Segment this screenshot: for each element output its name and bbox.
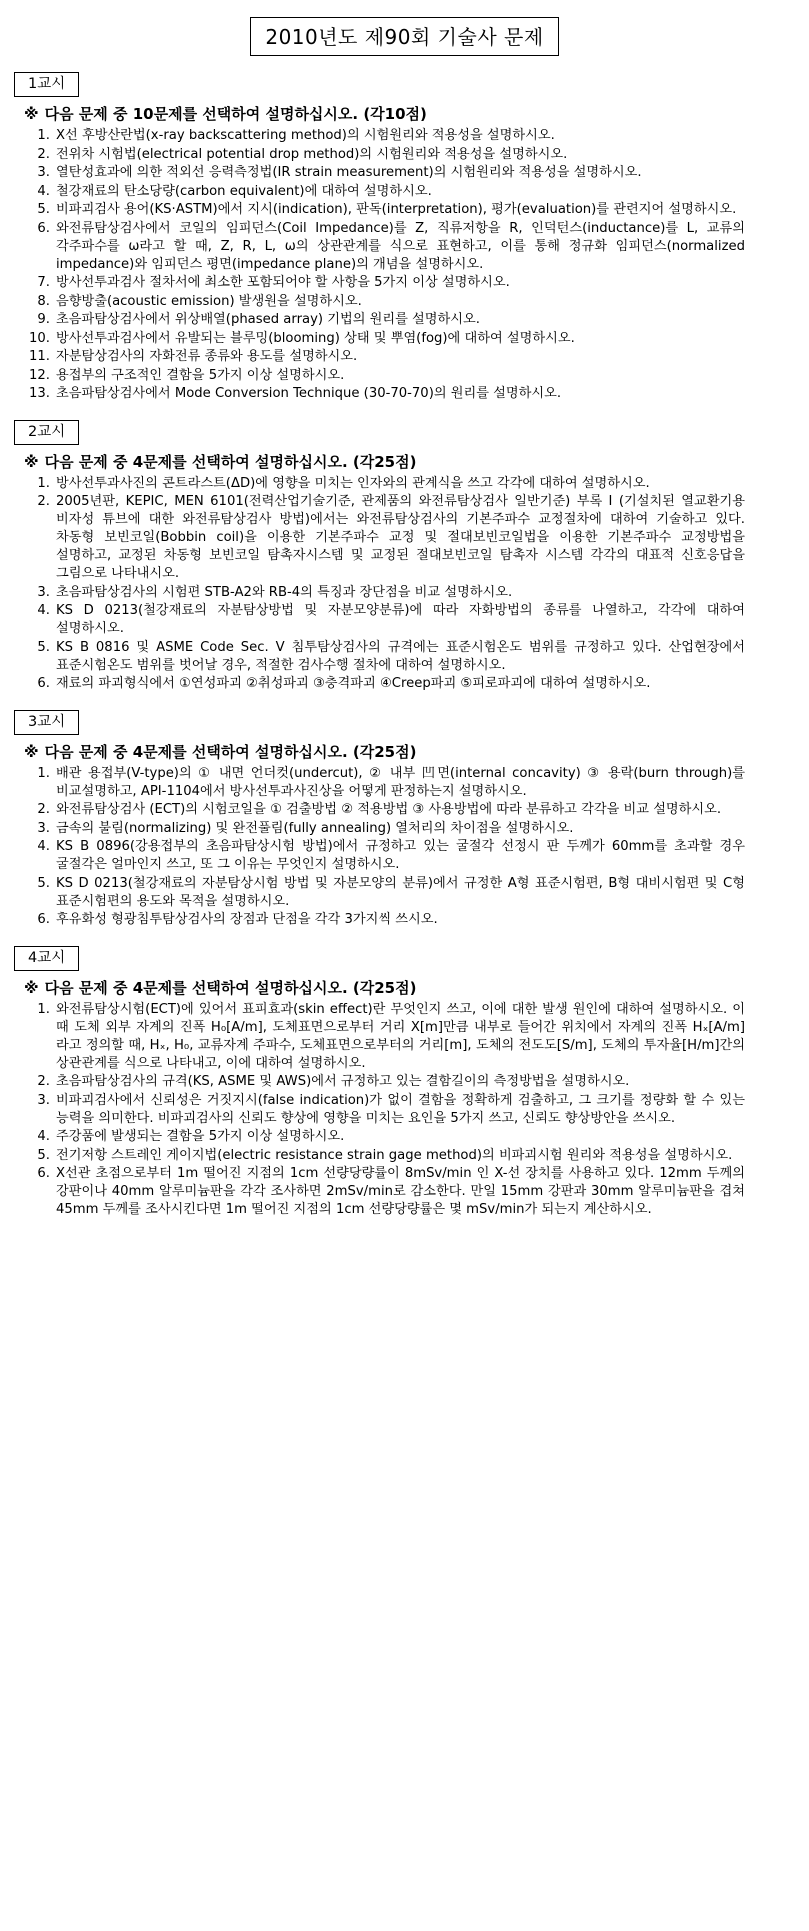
question-list <box>14 475 795 694</box>
question-number: 8. <box>37 293 50 309</box>
question-text: KS B 0816 및 ASME Code Sec. V 침투탐상검사의 규격에는 표준시험온도 범위를 규정하고 있다. 산업현장에서 표준시험온도 범위를 벗어날 경우, 적절한 검사수행 절차에 대하여 설명하시오. <box>56 639 745 673</box>
question-item <box>24 1128 795 1146</box>
question-item <box>24 183 795 201</box>
question-item <box>24 220 795 274</box>
section-spacer <box>14 404 795 420</box>
question-item <box>24 201 795 219</box>
question-number: 5. <box>37 1147 50 1163</box>
question-item <box>24 765 795 801</box>
question-number: 4. <box>37 603 50 618</box>
question-text: 비파괴검사에서 신뢰성은 거짓지시(false indication)가 없이 결함을 정확하게 검출하고, 그 크기를 정량화 할 수 있는 능력을 의미한다. 비파괴검사의 신뢰도 향상에 영향을 미치는 요인을 5가지 쓰고, 신뢰도 향상방안을 쓰시오. <box>56 1092 745 1126</box>
sessions-container <box>0 72 809 1236</box>
question-text: KS B 0896(강용접부의 초음파탐상시험 방법)에서 규정하고 있는 굴절각 선정시 판 두께가 60mm를 초과할 경우 굴절각은 얼마인지 쓰고, 또 그 이유는 무엇인지 설명하시오. <box>56 839 745 872</box>
question-text: X선 후방산란법(x-ray backscattering method)의 시험원리와 적용성을 설명하시오. <box>56 128 555 143</box>
session-3 <box>14 710 795 946</box>
reference-mark: ※ <box>24 452 39 471</box>
question-text: KS D 0213(철강재료의 자분탐상시험 방법 및 자분모양의 분류)에서 규정한 A형 표준시험편, B형 대비시험편 및 C형 표준시험편의 용도와 목적을 설명하시오. <box>56 875 745 909</box>
question-number: 5. <box>37 875 50 891</box>
question-text: 초음파탐상검사에서 Mode Conversion Technique (30-70-70)의 원리를 설명하시오. <box>56 386 562 401</box>
question-list <box>14 127 795 403</box>
question-number: 3. <box>37 584 50 600</box>
session-instruction <box>24 978 795 999</box>
question-item <box>24 801 795 819</box>
question-number: 1. <box>37 765 50 781</box>
question-number: 2. <box>37 802 50 817</box>
question-text: 철강재료의 탄소당량(carbon equivalent)에 대하여 설명하시오. <box>56 183 432 199</box>
question-list <box>14 1001 795 1220</box>
question-item <box>24 602 795 638</box>
question-number: 2. <box>37 1074 50 1089</box>
question-text: 전위차 시험법(electrical potential drop method)의 시험원리와 적용성을 설명하시오. <box>56 146 568 162</box>
session-label: 4교시 <box>14 946 79 971</box>
session-label: 1교시 <box>14 72 79 97</box>
session-1 <box>14 72 795 420</box>
question-number: 6. <box>37 220 50 236</box>
question-item <box>24 1092 795 1128</box>
question-number: 4. <box>37 183 50 199</box>
question-number: 7. <box>37 275 50 290</box>
question-text: KS D 0213(철강재료의 자분탐상방법 및 자분모양분류)에 따라 자화방법의 종류를 나열하고, 각각에 대하여 설명하시오. <box>56 603 745 636</box>
session-instruction <box>24 742 795 763</box>
question-text: 재료의 파괴형식에서 ①연성파괴 ②취성파괴 ③충격파괴 ④Creep파괴 ⑤피로파괴에 대하여 설명하시오. <box>56 676 651 691</box>
question-text: 방사선투과검사에서 유발되는 블루밍(blooming) 상태 및 뿌염(fog)에 대하여 설명하시오. <box>56 330 575 346</box>
question-item <box>24 838 795 874</box>
question-item <box>24 911 795 929</box>
question-number: 12. <box>29 367 50 383</box>
question-number: 9. <box>37 312 50 327</box>
reference-mark: ※ <box>24 105 39 123</box>
question-text: 와전류탐상검사에서 코일의 임피던스(Coil Impedance)를 Z, 직류저항을 R, 인덕턴스(inductance)를 L, 교류의 각주파수를 ω라고 할 때, Z, R, L, ω의 상관관계를 식으로 표현하고, 이를 통해 정규화 임피던스(normalized impedance)와 임피던스 평면(impedance plane)의 개념을 설명하시오. <box>56 220 745 272</box>
question-item <box>24 164 795 182</box>
question-number: 6. <box>37 912 50 927</box>
question-text: 방사선투과검사 절차서에 최소한 포함되어야 할 사항을 5가지 이상 설명하시오. <box>56 275 510 290</box>
question-item <box>24 127 795 145</box>
instruction-text: 다음 문제 중 4문제를 선택하여 설명하십시오. (각25점) <box>44 452 417 471</box>
session-4 <box>14 946 795 1236</box>
question-item <box>24 820 795 838</box>
question-text: 음향방출(acoustic emission) 발생원을 설명하시오. <box>56 293 362 309</box>
question-number: 1. <box>37 475 50 491</box>
question-text: 2005년판, KEPIC, MEN 6101(전력산업기술기준, 관제품의 와전류탐상검사 일반기준) 부록 I (기설치된 열교환기용 비자성 튜브에 대한 와전류탐상검사 방법)에서는 와전류탐상검사의 기본주파수 교정절차에 대하여 기술하고 있다. 차동형 보빈코일(Bobbin coil)을 이용한 기본주파수 교정 및 절대보빈코일법을 이용한 기본주파수 교정방법을 설명하고, 교정된 차동형 보빈코일 탐촉자시스템 및 교정된 절대보빈코일 탐촉자 시스템 각각의 대표적 신호응답을 그림으로 나타내시오. <box>56 494 745 581</box>
session-2 <box>14 420 795 710</box>
session-label: 2교시 <box>14 420 79 445</box>
question-number: 10. <box>29 330 50 346</box>
section-spacer <box>14 1220 795 1236</box>
question-number: 6. <box>37 676 50 691</box>
question-item <box>24 385 795 403</box>
question-item <box>24 1001 795 1073</box>
section-spacer <box>14 930 795 946</box>
question-item <box>24 493 795 583</box>
question-item <box>24 1073 795 1091</box>
question-text: 배관 용접부(V-type)의 ① 내면 언더컷(undercut), ② 내부 凹면(internal concavity) ③ 용락(burn through)를 비교설명하고, API-1104에서 방사선투과사진상을 어떻게 판정하는지 설명하시오. <box>56 765 745 799</box>
session-instruction <box>24 104 795 125</box>
question-number: 5. <box>37 202 50 217</box>
question-item <box>24 675 795 693</box>
question-number: 3. <box>37 1092 50 1108</box>
question-item <box>24 639 795 675</box>
reference-mark: ※ <box>24 742 39 761</box>
question-text: 열탄성효과에 의한 적외선 응력측정법(IR strain measurement)의 시험원리와 적용성을 설명하시오. <box>56 165 642 180</box>
question-item <box>24 293 795 311</box>
reference-mark: ※ <box>24 978 39 997</box>
question-item <box>24 274 795 292</box>
question-text: 금속의 불림(normalizing) 및 완전풀림(fully annealing) 열처리의 차이점을 설명하시오. <box>56 820 574 836</box>
question-item <box>24 1165 795 1219</box>
question-item <box>24 146 795 164</box>
instruction-text: 다음 문제 중 10문제를 선택하여 설명하십시오. (각10점) <box>44 105 427 123</box>
title-container <box>0 0 809 72</box>
question-number: 5. <box>37 639 50 655</box>
question-text: 후유화성 형광침투탐상검사의 장점과 단점을 각각 3가지씩 쓰시오. <box>56 912 438 927</box>
instruction-text: 다음 문제 중 4문제를 선택하여 설명하십시오. (각25점) <box>44 742 417 761</box>
question-text: 비파괴검사 용어(KS·ASTM)에서 지시(indication), 판독(interpretation), 평가(evaluation)를 관련지어 설명하시오. <box>56 202 737 217</box>
question-text: 와전류탐상검사 (ECT)의 시험코일을 ① 검출방법 ② 적용방법 ③ 사용방법에 따라 분류하고 각각을 비교 설명하시오. <box>56 802 722 817</box>
section-spacer <box>14 694 795 710</box>
question-item <box>24 348 795 366</box>
question-list <box>14 765 795 930</box>
session-label: 3교시 <box>14 710 79 735</box>
question-number: 2. <box>37 146 50 162</box>
question-text: 초음파탐상검사의 시험편 STB-A2와 RB-4의 특징과 장단점을 비교 설명하시오. <box>56 584 513 600</box>
question-item <box>24 311 795 329</box>
question-text: 와전류탐상시험(ECT)에 있어서 표피효과(skin effect)란 무엇인지 쓰고, 이에 대한 발생 원인에 대하여 설명하시오. 이 때 도체 외부 자계의 진폭 H₀[A/m], 도체표면으로부터 거리 X[m]만큼 내부로 들어간 위치에서 자계의 진폭 Hₓ[A/m]라고 정의할 때, Hₓ, H₀, 교류자계 주파수, 도체표면으로부터의 거리[m], 도체의 전도도[S/m], 도체의 투자율[H/m]간의 상관관계를 식으로 나타내고, 이에 대하여 설명하시오. <box>56 1001 745 1071</box>
question-text: 용접부의 구조적인 결함을 5가지 이상 설명하시오. <box>56 367 345 383</box>
question-number: 1. <box>37 128 50 143</box>
question-text: 전기저항 스트레인 게이지법(electric resistance strain gage method)의 비파괴시험 원리와 적용성을 설명하시오. <box>56 1147 733 1163</box>
question-item <box>24 367 795 385</box>
question-text: 자분탐상검사의 자화전류 종류와 용도를 설명하시오. <box>56 349 358 364</box>
question-number: 3. <box>37 820 50 836</box>
question-item <box>24 475 795 493</box>
question-text: 초음파탐상검사에서 위상배열(phased array) 기법의 원리를 설명하시오. <box>56 312 480 327</box>
question-number: 4. <box>37 839 50 854</box>
question-text: 주강품에 발생되는 결함을 5가지 이상 설명하시오. <box>56 1129 345 1144</box>
question-number: 13. <box>29 386 50 401</box>
question-item <box>24 875 795 911</box>
question-number: 11. <box>29 349 50 364</box>
question-item <box>24 1147 795 1165</box>
instruction-text: 다음 문제 중 4문제를 선택하여 설명하십시오. (각25점) <box>44 978 417 997</box>
question-text: 초음파탐상검사의 규격(KS, ASME 및 AWS)에서 규정하고 있는 결함길이의 측정방법을 설명하시오. <box>56 1074 630 1089</box>
question-number: 2. <box>37 494 50 509</box>
question-number: 1. <box>37 1001 50 1017</box>
question-text: 방사선투과사진의 콘트라스트(ΔD)에 영향을 미치는 인자와의 관계식을 쓰고 각각에 대하여 설명하시오. <box>56 475 650 491</box>
question-number: 3. <box>37 165 50 180</box>
question-number: 4. <box>37 1129 50 1144</box>
session-instruction <box>24 452 795 473</box>
question-item <box>24 330 795 348</box>
question-number: 6. <box>37 1166 50 1181</box>
question-item <box>24 584 795 602</box>
question-text: X선관 초점으로부터 1m 떨어진 지점의 1cm 선량당량률이 8mSv/min 인 X-선 장치를 사용하고 있다. 12mm 두께의 강판이나 40mm 알루미늄판을 각각 조사하면 2mSv/min로 감소한다. 만일 15mm 강판과 30mm 알루미늄판을 겹쳐 45mm 두께를 조사시킨다면 1m 떨어진 지점의 1cm 선량당량률은 몇 mSv/min가 되는지 계산하시오. <box>56 1166 745 1217</box>
exam-title: 2010년도 제90회 기술사 문제 <box>250 17 558 56</box>
